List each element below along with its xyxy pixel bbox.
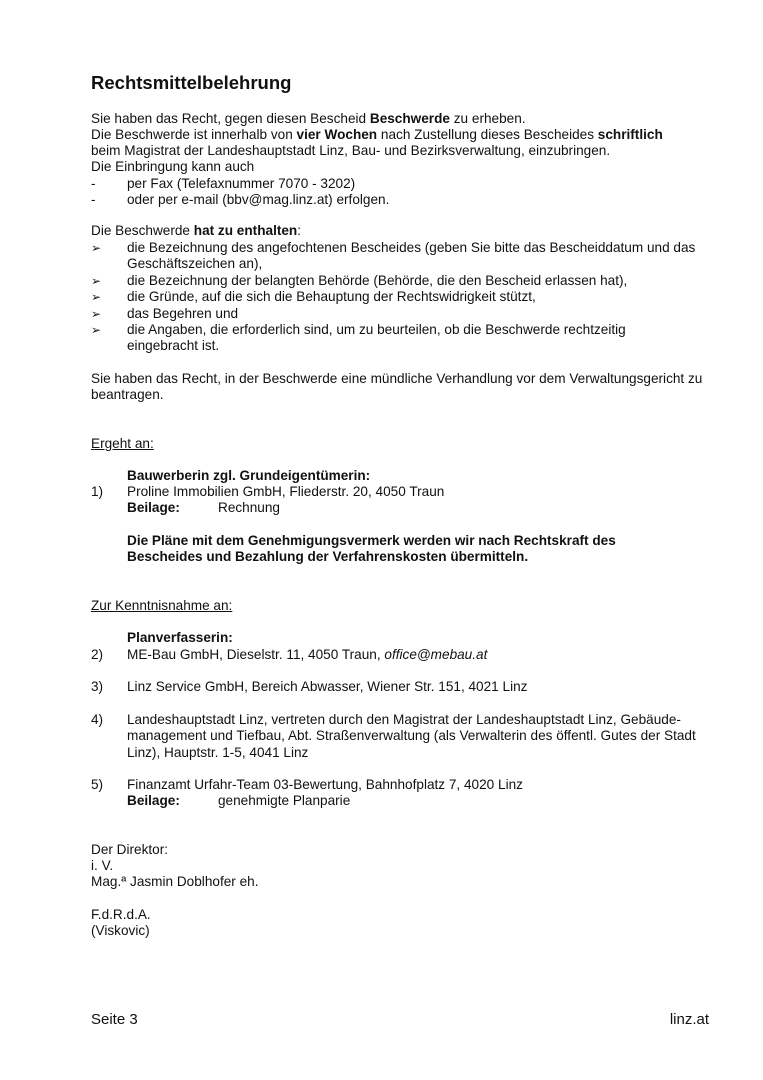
list-item-text: die Angaben, die erforderlich sind, um zu beurteilen, ob die Beschwerde rechtzeitig eingebracht ist. [127,322,626,354]
footer-site: linz.at [669,1011,709,1028]
intro-line-4: Die Einbringung kann auch [91,159,255,174]
oral-hearing-note: Sie haben das Recht, in der Beschwerde eine mündliche Verhandlung vor dem Verwaltungsgericht zu beantragen. [91,371,703,403]
kenntnis-heading: Zur Kenntnisnahme an: [91,598,233,613]
attachment-line [127,793,717,809]
list-item-text: die Gründe, auf die sich die Behauptung der Rechtswidrigkeit stützt, [127,289,536,304]
text: Die Beschwerde [91,223,194,238]
emphasis: Beschwerde [369,111,450,126]
recipient-role: Bauwerberin zgl. Grundeigentümerin: [127,468,371,483]
arrow-bullet-icon: ➢ [91,274,102,288]
arrow-bullet-icon: ➢ [91,323,102,337]
text: : [297,223,302,238]
list-item-text: die Bezeichnung der belangten Behörde (Behörde, die den Bescheid erlassen hat), [127,273,628,288]
intro-line-2 [91,127,731,143]
text: Sie haben das Recht, gegen diesen Bescheid [91,111,370,126]
recipient-address: Linz Service GmbH, Bereich Abwasser, Wiener Str. 151, 4021 Linz [127,679,528,694]
arrow-bullet-icon: ➢ [91,241,102,255]
emphasis: schriftlich [597,127,663,142]
emphasis: vier Wochen [296,127,378,142]
arrow-bullet-icon: ➢ [91,307,102,321]
recipient-address: Landeshauptstadt Linz, vertreten durch den Magistrat der Landeshauptstadt Linz, Gebäude-management und Tiefbau, Abt. Straßenverwaltung (als Verwalterin des öffentl. Gutes der Stadt Linz), Hauptstr. 1-5, 4041 Linz [127,712,696,760]
text: zu erheben. [449,111,526,126]
attachment-value: genehmigte Planparie [218,793,351,808]
recipient-number: 1) [91,484,104,499]
intro-line-1 [91,111,731,127]
certifier-name: (Viskovic) [91,923,150,938]
signature-iv: i. V. [91,858,114,873]
attachment-label: Beilage: [127,500,180,515]
attachment-label: Beilage: [127,793,180,808]
certification: F.d.R.d.A. [91,907,151,922]
recipient-number: 4) [91,712,104,727]
intro-line-3: beim Magistrat der Landeshauptstadt Linz, Bau- und Bezirksverwaltung, einzubringen. [91,143,611,158]
emphasis: hat zu enthalten [193,223,298,238]
recipient-address: Proline Immobilien GmbH, Fliederstr. 20, 4050 Traun [127,484,445,499]
plans-note: Die Pläne mit dem Genehmigungsvermerk werden wir nach Rechtskraft des Bescheides und Bezahlung der Verfahrenskosten übermitteln. [127,533,616,565]
email-address: office@mebau.at [384,647,488,662]
recipient-address [127,647,717,663]
recipient-number: 2) [91,647,104,662]
list-item-text: das Begehren und [127,306,239,321]
text: nach Zustellung dieses Bescheides [377,127,598,142]
page-number: Seite 3 [91,1011,138,1028]
content-lead [91,223,731,239]
signature-name: Mag.ª Jasmin Doblhofer eh. [91,874,259,889]
address-text: ME-Bau GmbH, Dieselstr. 11, 4050 Traun, [127,647,385,662]
recipient-number: 3) [91,679,104,694]
page-title: Rechtsmittelbelehrung [91,72,292,93]
text: Die Beschwerde ist innerhalb von [91,127,297,142]
arrow-bullet-icon: ➢ [91,290,102,304]
recipient-address: Finanzamt Urfahr-Team 03-Bewertung, Bahnhofplatz 7, 4020 Linz [127,777,523,792]
email-text: oder per e-mail (bbv@mag.linz.at) erfolgen. [127,192,390,207]
dash-marker: - [91,192,96,207]
ergeht-heading: Ergeht an: [91,436,154,451]
attachment-line [127,500,717,516]
attachment-value: Rechnung [218,500,280,515]
signature-role: Der Direktor: [91,842,169,857]
recipient-role: Planverfasserin: [127,630,233,645]
fax-text: per Fax (Telefaxnummer 7070 - 3202) [127,176,356,191]
dash-marker: - [91,176,96,191]
list-item-text: die Bezeichnung des angefochtenen Bescheides (geben Sie bitte das Bescheiddatum und das Geschäftszeichen an), [127,240,696,272]
recipient-number: 5) [91,777,104,792]
